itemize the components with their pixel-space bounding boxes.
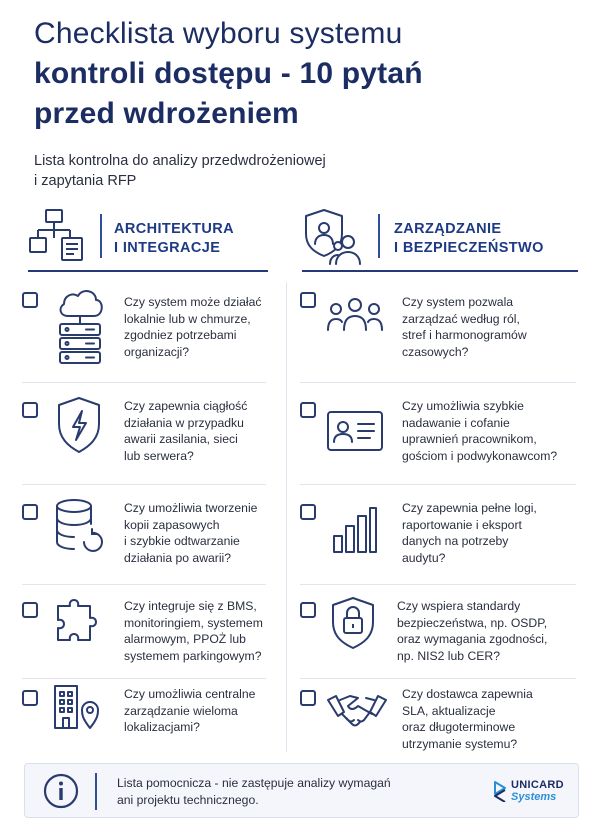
checkbox[interactable] [300,690,316,706]
cloud-server-icon [56,286,106,364]
right-column-heading: ZARZĄDZANIE I BEZPIECZEŃSTWO [394,221,544,256]
item-separator [22,584,266,585]
checklist-item [300,596,580,688]
item-separator [22,484,266,485]
footer-divider [95,773,97,810]
question-text: Czy zapewnia pełne logi, raportowanie i eksport danych na potrzeby audytu? [402,501,537,565]
question-text: Czy system może działać lokalnie lub w chmurze, zgodniez potrzebami organizacji? [124,295,262,359]
checkbox[interactable] [300,402,316,418]
footer-text: Lista pomocnicza - nie zastępuje analizy wymagań ani projektu technicznego. [117,776,391,807]
handshake-icon [326,688,388,730]
logo-subtext: Systems [511,791,557,803]
user-group-icon [326,296,384,334]
checkbox[interactable] [22,690,38,706]
footer-note [24,763,579,818]
info-icon [43,773,79,809]
right-column-header [302,208,578,272]
question-text: Czy dostawca zapewnia SLA, aktualizacje oraz długoterminowe utrzymanie systemu? [402,687,533,751]
checkbox[interactable] [22,292,38,308]
checkbox[interactable] [22,504,38,520]
left-column-header [28,208,268,272]
header-underline [28,270,268,272]
shield-lock-icon [330,596,376,650]
subtitle-line-2: i zapytania RFP [34,173,137,189]
item-separator [300,584,576,585]
checklist-item [22,596,282,688]
title-line-1: Checklista wyboru systemu [34,17,403,50]
subtitle [34,151,454,191]
left-column-heading: ARCHITEKTURA I INTEGRACJE [114,221,234,256]
checklist-item [300,286,580,378]
subtitle-line-1: Lista kontrolna do analizy przedwdrożeniowej [34,153,326,169]
question-text: Czy system pozwala zarządzać według ról, stref i harmonogramów czasowych? [402,295,527,359]
question-text: Czy umożliwia szybkie nadawanie i cofanie uprawnień pracownikom, gościom i podwykonawcom? [402,399,558,463]
checkbox[interactable] [300,292,316,308]
item-separator [300,484,576,485]
architecture-diagram-icon [28,208,88,264]
header-divider [100,214,102,258]
puzzle-icon [54,596,106,650]
column-divider [286,282,287,752]
item-separator [300,382,576,383]
bar-chart-icon [330,506,378,554]
question-text: Czy umożliwia centralne zarządzanie wieloma lokalizacjami? [124,687,256,734]
building-location-icon [52,684,102,730]
checklist-item [22,396,272,488]
item-separator [22,678,266,679]
checkbox[interactable] [300,504,316,520]
logo-text: UNICARD [511,779,564,791]
question-text: Czy umożliwia tworzenie kopii zapasowych i szybkie odtwarzanie działania po awarii? [124,501,258,565]
checkbox[interactable] [300,602,316,618]
checklist-item [300,396,580,488]
checklist-item [22,498,272,590]
header-divider [378,214,380,258]
checklist-item [22,286,272,378]
shield-lightning-icon [56,396,102,454]
id-card-icon [326,410,384,452]
item-separator [22,382,266,383]
title-line-2: kontroli dostępu - 10 pytań [34,57,423,90]
question-text: Czy zapewnia ciągłość działania w przypadku awarii zasilania, sieci lub serwera? [124,399,248,463]
header-underline [302,270,578,272]
item-separator [300,678,576,679]
question-text: Czy integruje się z BMS, monitoringiem, systemem alarmowym, PPOŻ lub systemem parkingowym? [124,599,263,663]
checkbox[interactable] [22,602,38,618]
shield-users-icon [302,208,364,266]
database-restore-icon [54,498,106,556]
title-line-3: przed wdrożeniem [34,97,299,130]
unicard-logo-icon [491,780,509,802]
question-text: Czy wspiera standardy bezpieczeństwa, np. OSDP, oraz wymagania zgodności, np. NIS2 lub CER? [397,599,548,663]
page-title [34,14,574,134]
checklist-item [300,498,580,590]
checkbox[interactable] [22,402,38,418]
